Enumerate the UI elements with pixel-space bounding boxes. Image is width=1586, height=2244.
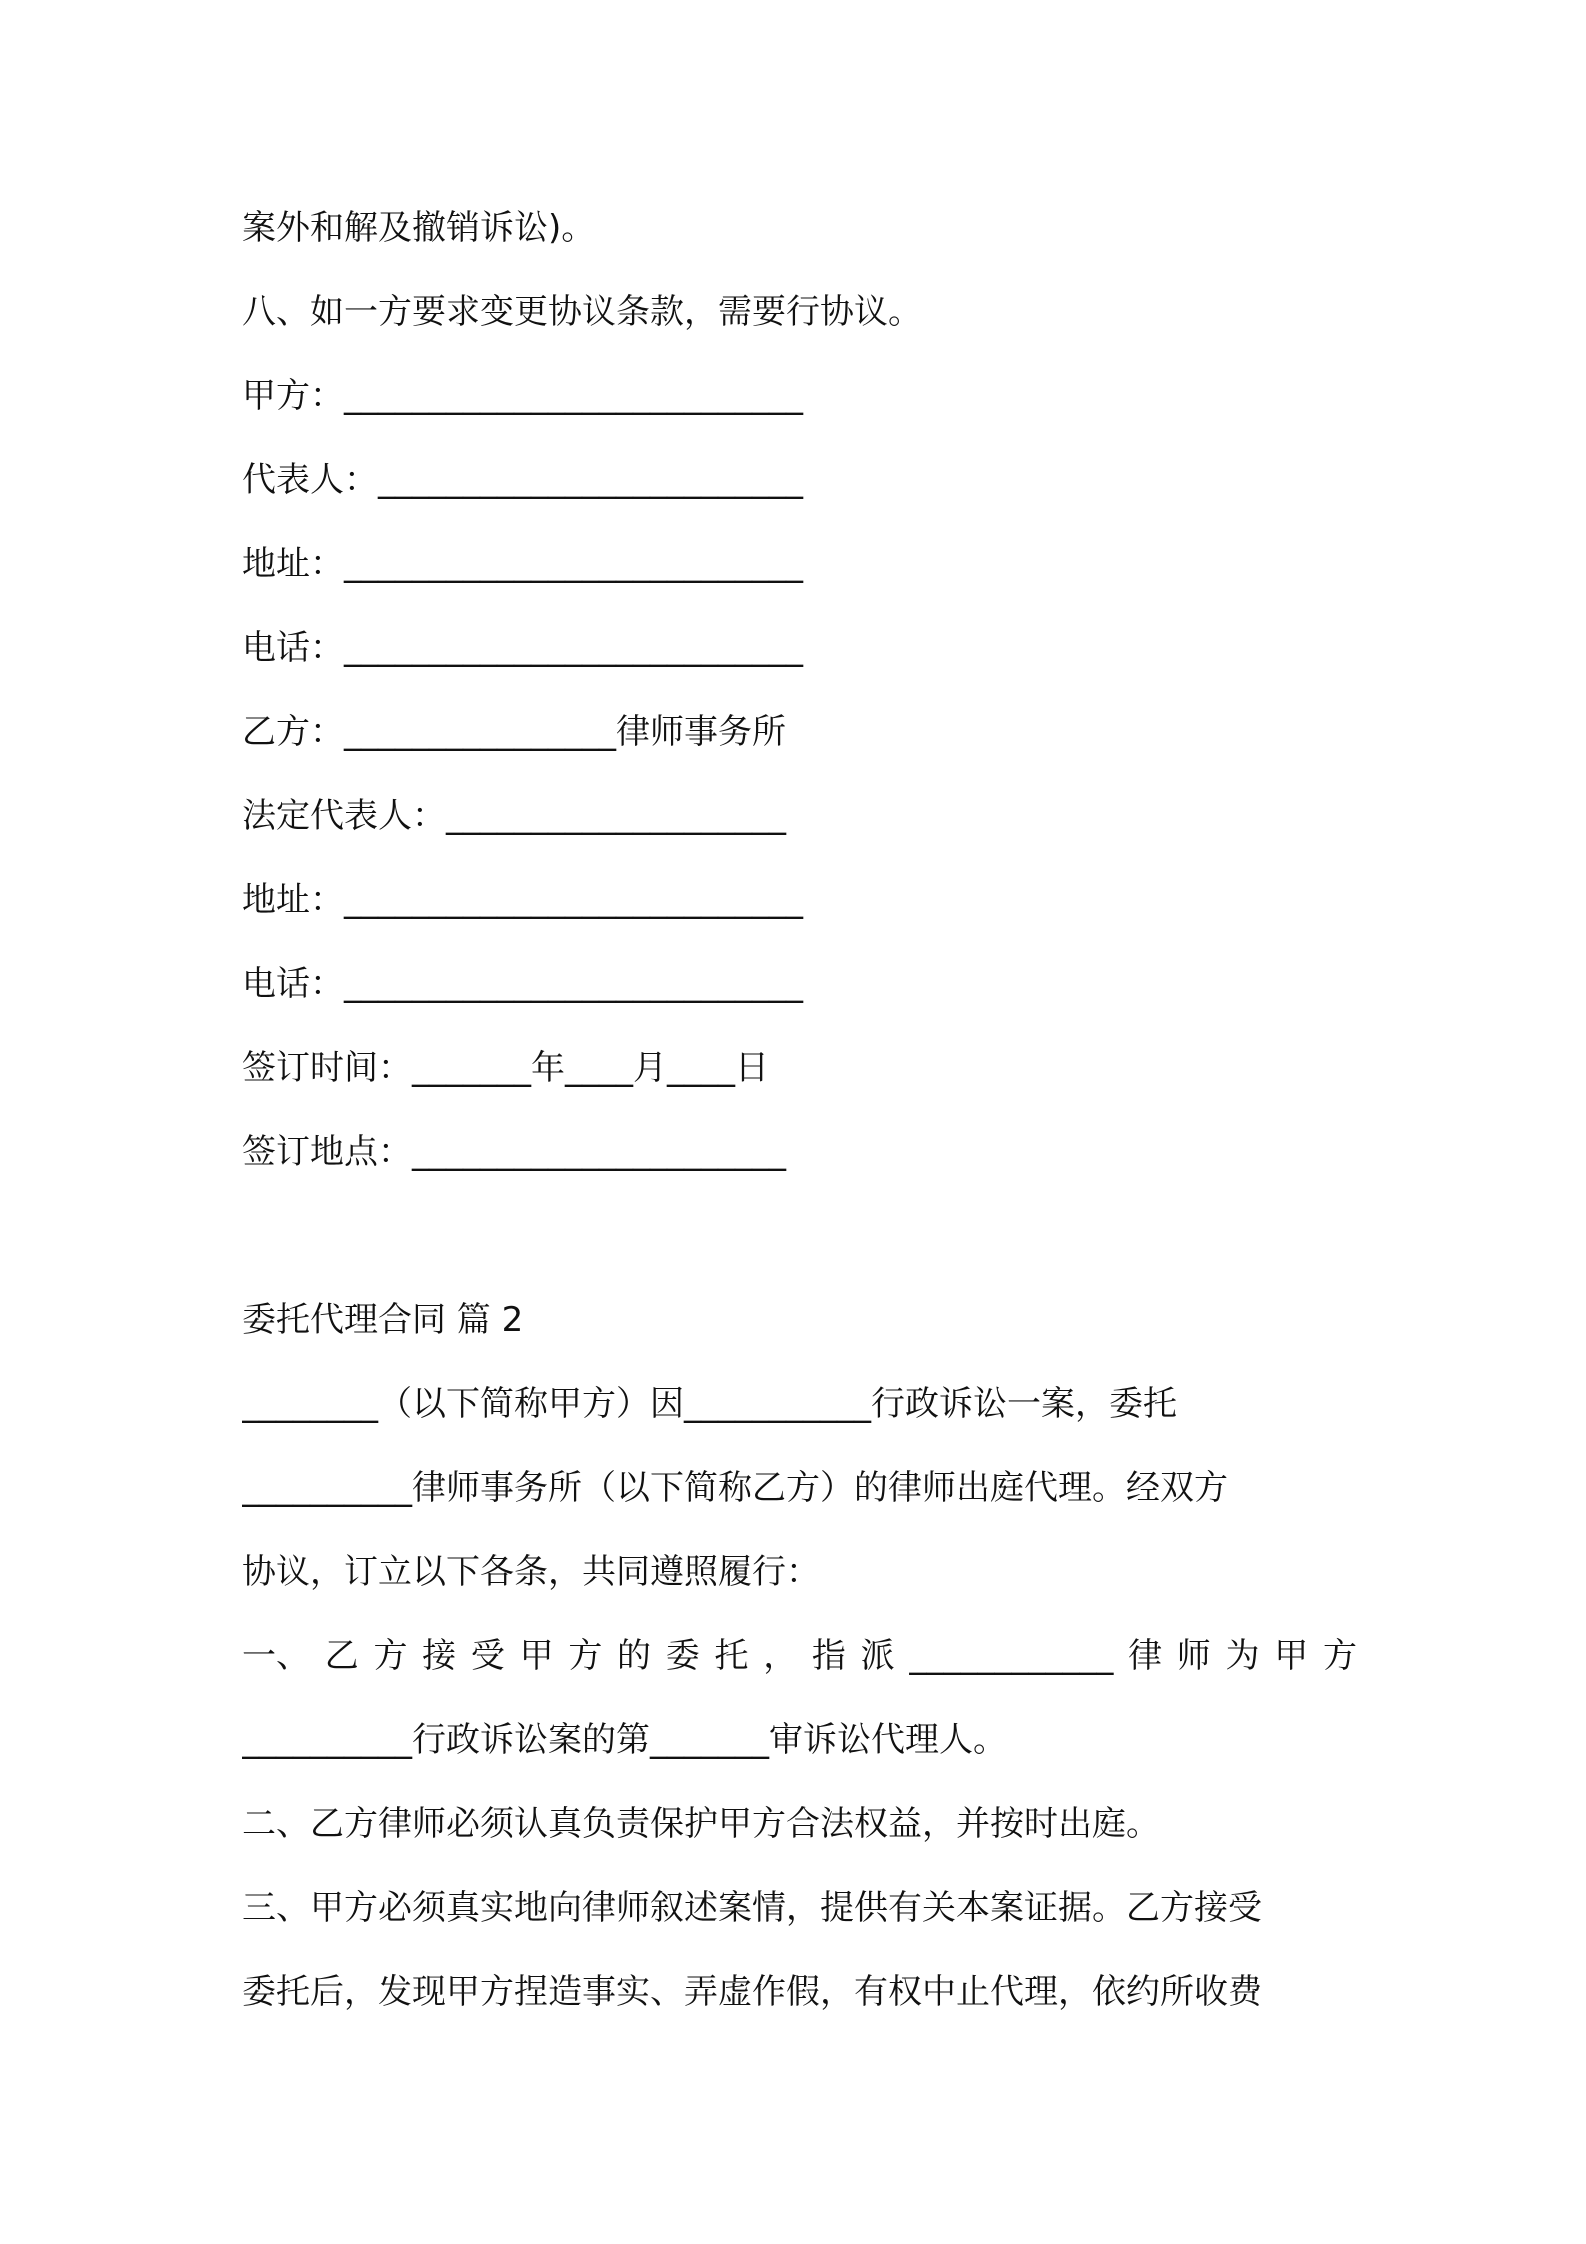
text-line: 协议，订立以下各条，共同遵照履行： <box>242 1552 820 1592</box>
text-line: ________（以下简称甲方）因___________行政诉讼一案，委托 <box>242 1384 1177 1424</box>
blank-field: ____________ <box>909 1636 1114 1676</box>
text-line: 案外和解及撤销诉讼)。 <box>242 208 596 248</box>
text-char: 方 <box>373 1636 408 1676</box>
text-char: 甲 <box>1274 1636 1309 1676</box>
text-char: 方 <box>1322 1636 1357 1676</box>
text-char: 方 <box>568 1636 603 1676</box>
clause-one <box>242 1634 1357 1678</box>
text-char: 指 <box>811 1636 846 1676</box>
text-char: 受 <box>470 1636 505 1676</box>
text-char: 的 <box>617 1636 652 1676</box>
text-char: 派 <box>860 1636 895 1676</box>
signing-place-field: 签订地点：______________________ <box>242 1132 786 1172</box>
representative-field: 代表人：_________________________ <box>242 460 803 500</box>
clause-number: 一、 <box>242 1636 310 1676</box>
address-field: 地址：___________________________ <box>242 880 803 920</box>
text-char: 为 <box>1225 1636 1260 1676</box>
phone-field: 电话：___________________________ <box>242 964 803 1004</box>
text-line: __________律师事务所（以下简称乙方）的律师出庭代理。经双方 <box>242 1468 1228 1508</box>
phone-field: 电话：___________________________ <box>242 628 803 668</box>
text-line: __________行政诉讼案的第_______审诉讼代理人。 <box>242 1720 1007 1760</box>
party-a-field: 甲方：___________________________ <box>242 376 803 416</box>
party-b-field: 乙方：________________律师事务所 <box>242 712 786 752</box>
signing-date-field: 签订时间：_______年____月____日 <box>242 1048 769 1088</box>
text-char: 接 <box>422 1636 457 1676</box>
clause-two: 二、乙方律师必须认真负责保护甲方合法权益，并按时出庭。 <box>242 1804 1160 1844</box>
legal-representative-field: 法定代表人：____________________ <box>242 796 786 836</box>
address-field: 地址：___________________________ <box>242 544 803 584</box>
text-char: 甲 <box>519 1636 554 1676</box>
text-char: 律 <box>1128 1636 1163 1676</box>
clause-three: 三、甲方必须真实地向律师叙述案情，提供有关本案证据。乙方接受 <box>242 1888 1262 1928</box>
section-title: 委托代理合同 篇 2 <box>242 1300 524 1340</box>
text-char: 委 <box>665 1636 700 1676</box>
text-char: 托 <box>714 1636 749 1676</box>
clause-eight: 八、如一方要求变更协议条款，需要行协议。 <box>242 292 922 332</box>
text-char: 师 <box>1176 1636 1211 1676</box>
text-char: 乙 <box>324 1636 359 1676</box>
text-char: ， <box>763 1636 798 1676</box>
text-line: 委托后，发现甲方捏造事实、弄虚作假，有权中止代理，依约所收费 <box>242 1972 1262 2012</box>
